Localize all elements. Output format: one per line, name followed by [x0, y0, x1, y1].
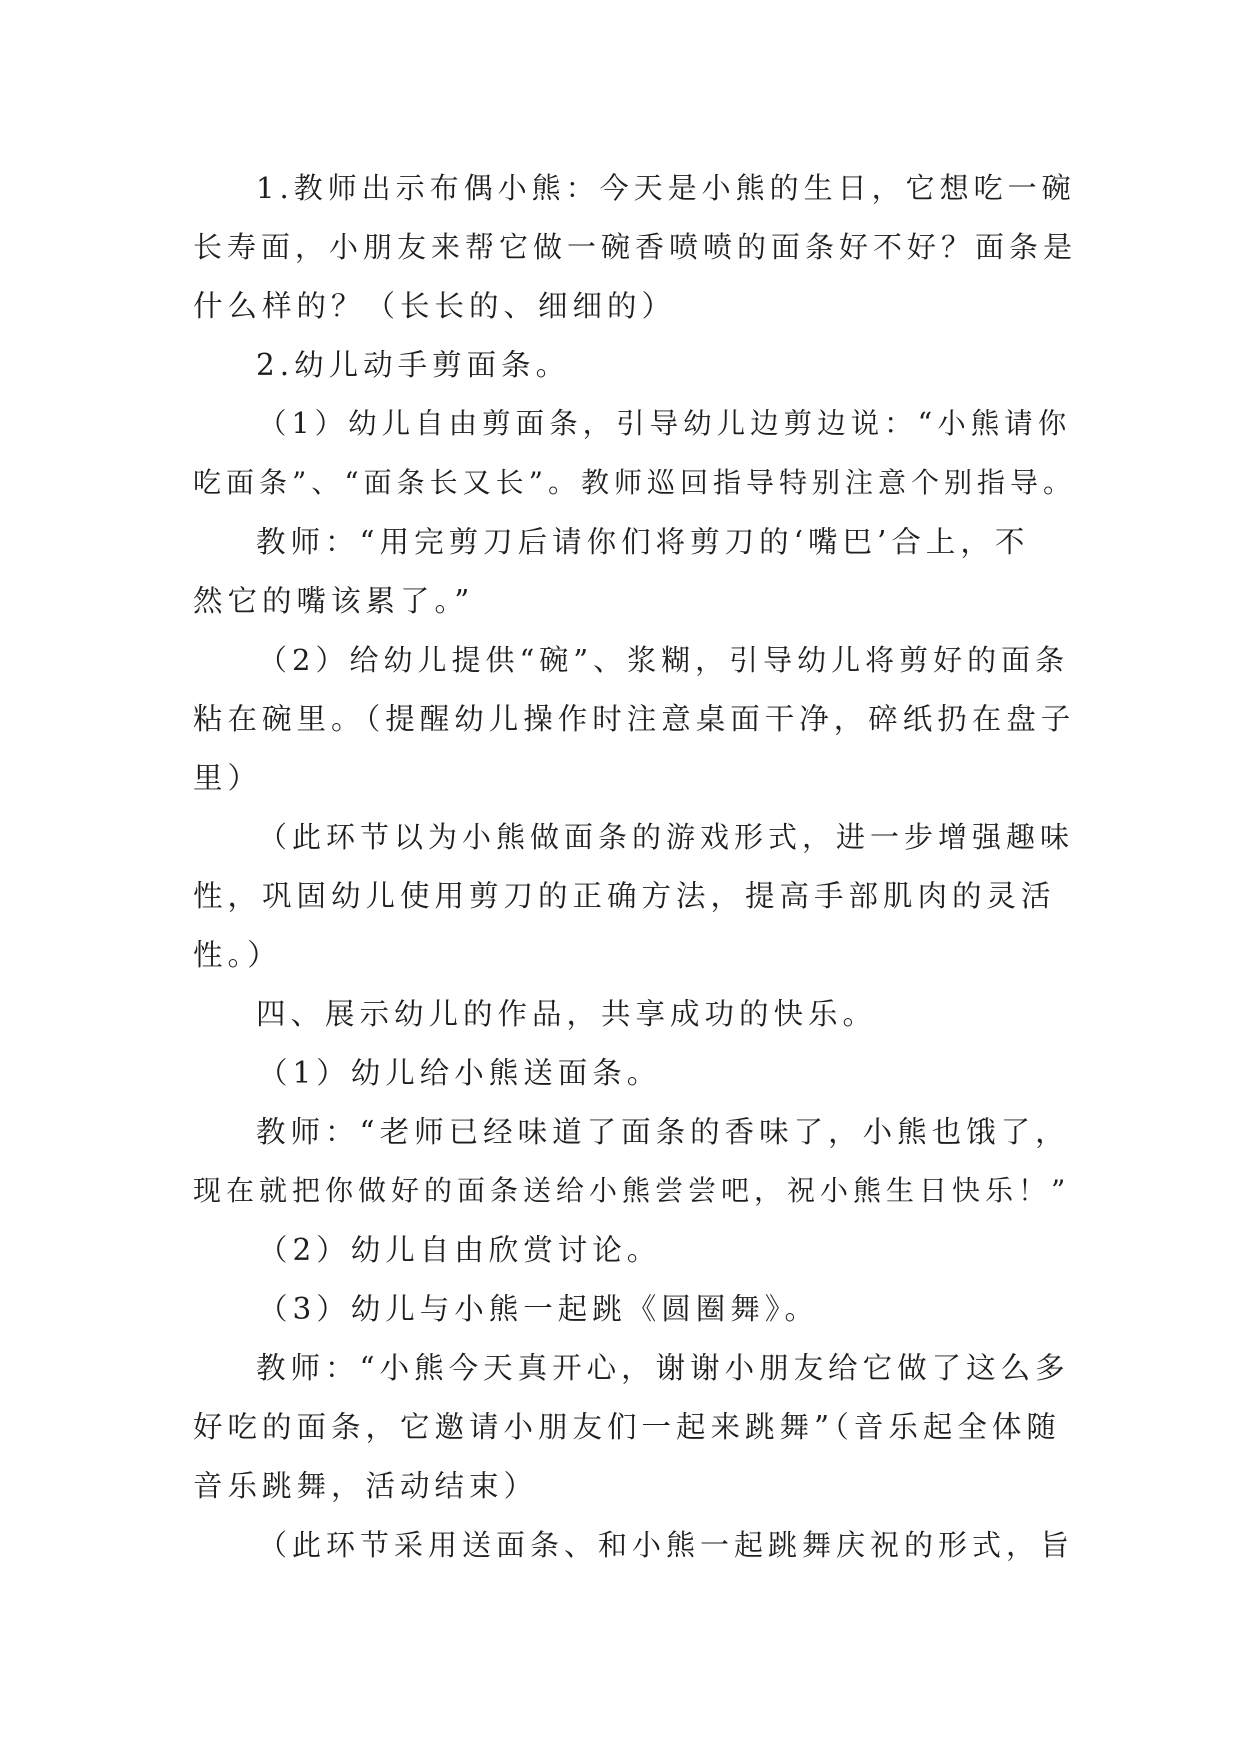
text-line: 性，巩固幼儿使用剪刀的正确方法，提高手部肌肉的灵活: [193, 879, 1056, 913]
text-line: 教师：“用完剪刀后请你们将剪刀的‘嘴巴’合上，不: [256, 525, 1030, 559]
section-heading: 四、展示幼儿的作品，共享成功的快乐。: [256, 997, 878, 1031]
text-line: 里）: [193, 761, 263, 795]
text-line: 粘在碗里。（提醒幼儿操作时注意桌面干净，碎纸扔在盘子: [193, 702, 1076, 736]
text-line: （3）幼儿与小熊一起跳《圆圈舞》。: [258, 1292, 820, 1326]
text-line: （1）幼儿给小熊送面条。: [258, 1056, 662, 1090]
text-line: （2）幼儿自由欣赏讨论。: [258, 1233, 662, 1267]
text-line: 好吃的面条，它邀请小朋友们一起来跳舞”（音乐起全体随: [193, 1410, 1061, 1444]
text-line: 现在就把你做好的面条送给小熊尝尝吧，祝小熊生日快乐！”: [193, 1174, 1071, 1207]
text-line: （此环节以为小熊做面条的游戏形式，进一步增强趣味: [258, 820, 1075, 854]
text-line: 教师：“小熊今天真开心，谢谢小朋友给它做了这么多: [256, 1351, 1070, 1385]
text-line: 1.教师出示布偶小熊：今天是小熊的生日，它想吃一碗: [256, 171, 1076, 205]
text-line: 教师：“老师已经味道了面条的香味了，小熊也饿了，: [256, 1115, 1070, 1149]
text-line: （2）给幼儿提供“碗”、浆糊，引导幼儿将剪好的面条: [258, 643, 1070, 677]
text-line: （此环节采用送面条、和小熊一起跳舞庆祝的形式，旨: [258, 1528, 1075, 1562]
text-line: 什么样的？（长长的、细细的）: [193, 289, 677, 323]
text-line: 然它的嘴该累了。”: [193, 584, 475, 618]
text-line: 长寿面，小朋友来帮它做一碗香喷喷的面条好不好？面条是: [193, 230, 1078, 264]
text-line: （1）幼儿自由剪面条，引导幼儿边剪边说：“小熊请你: [258, 407, 1072, 440]
text-line: 吃面条”、“面条长又长”。教师巡回指导特别注意个别指导。: [193, 466, 1076, 499]
text-line: 音乐跳舞，活动结束）: [193, 1469, 539, 1503]
text-line: 性。）: [193, 938, 282, 972]
text-line: 2.幼儿动手剪面条。: [256, 348, 571, 382]
